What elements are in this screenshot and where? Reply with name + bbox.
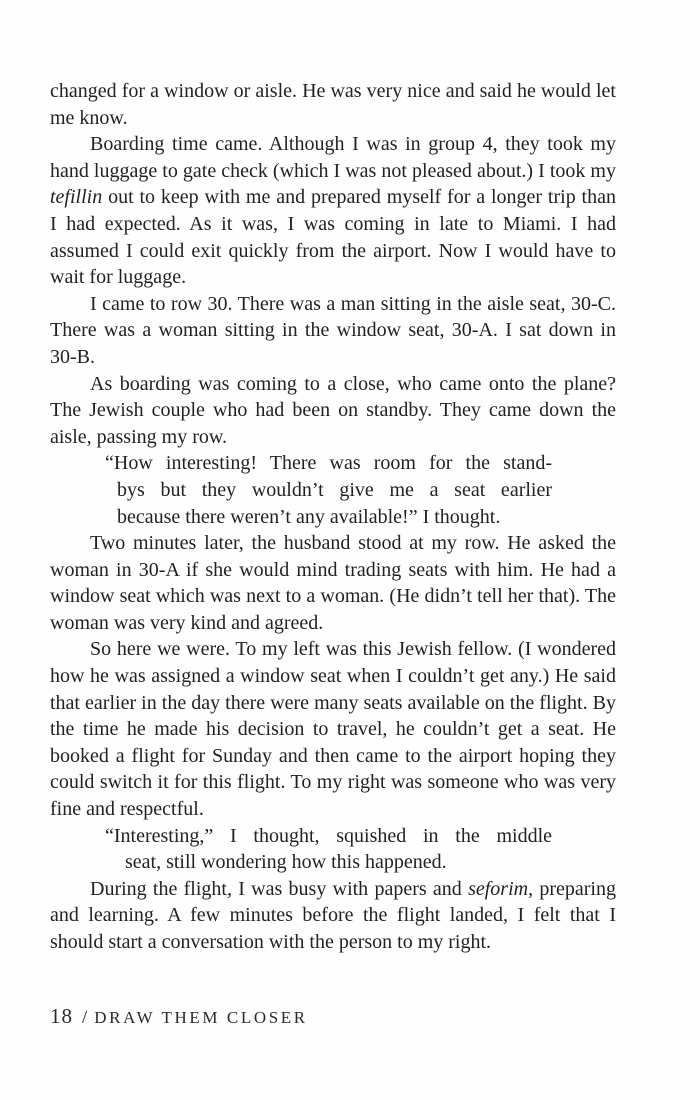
text-run: changed for a window or aisle. He was very nice and said he would let me know. xyxy=(50,80,616,129)
block-quote xyxy=(50,823,616,876)
quote-line: bys but they wouldn’t give me a seat earlier xyxy=(117,478,552,501)
footer-separator: / xyxy=(82,1007,88,1028)
paragraph xyxy=(50,636,616,822)
quote-line: seat, still wondering how this happened. xyxy=(125,851,447,874)
text-run: I came to row 30. There was a man sitting in the aisle seat, 30-C. There was a woman sitting in the window seat, 30-A. I sat down in 30-B. xyxy=(50,292,616,368)
text-run: So here we were. To my left was this Jewish fellow. (I wondered how he was assigned a window seat when I couldn’t get any.) He said that earlier in the day there were many seats available on the flight. By the time he made his decision to travel, he couldn’t get a seat. He booked a flight for Sunday and then came to the airport hoping they could switch it for this flight. To my right was someone who was very fine and respectful. xyxy=(50,638,616,821)
italic-term: seforim xyxy=(468,877,529,900)
text-run: During the flight, I was busy with papers and xyxy=(90,877,469,900)
paragraph xyxy=(50,530,616,636)
paragraph xyxy=(50,291,616,371)
page-footer xyxy=(50,1004,308,1029)
footer-book-title: DRAW THEM CLOSER xyxy=(94,1008,308,1027)
quote-line: “How interesting! There was room for the stand- xyxy=(105,452,552,475)
text-run: As boarding was coming to a close, who came onto the plane? The Jewish couple who had been on standby. They came down the aisle, passing my row. xyxy=(50,372,616,448)
paragraph xyxy=(50,876,616,956)
paragraph xyxy=(50,131,616,291)
text-run: out to keep with me and prepared myself for a longer trip than I had expected. As it was, I was coming in late to Miami. I had assumed I could exit quickly from the airport. Now I would have to wait for luggage. xyxy=(50,186,616,289)
paragraph xyxy=(50,371,616,451)
text-run: Two minutes later, the husband stood at my row. He asked the woman in 30-A if she would mind trading seats with him. He had a window seat which was next to a woman. (He didn’t tell her that). The woman was very kind and agreed. xyxy=(50,532,616,634)
quote-line: because there weren’t any available!” I thought. xyxy=(117,505,501,528)
text-run: Boarding time came. Although I was in group 4, they took my hand luggage to gate check (which I was not pleased about.) I took my xyxy=(50,133,616,182)
page-number: 18 xyxy=(50,1004,73,1028)
text-run: , preparing and learning. A few minutes before the flight landed, I felt that I should start a conversation with the person to my right. xyxy=(50,877,616,953)
page-text xyxy=(50,78,616,956)
block-quote xyxy=(50,450,616,530)
quote-line: “Interesting,” I thought, squished in the middle xyxy=(105,824,552,847)
italic-term: tefillin xyxy=(50,186,103,209)
paragraph xyxy=(50,78,616,131)
